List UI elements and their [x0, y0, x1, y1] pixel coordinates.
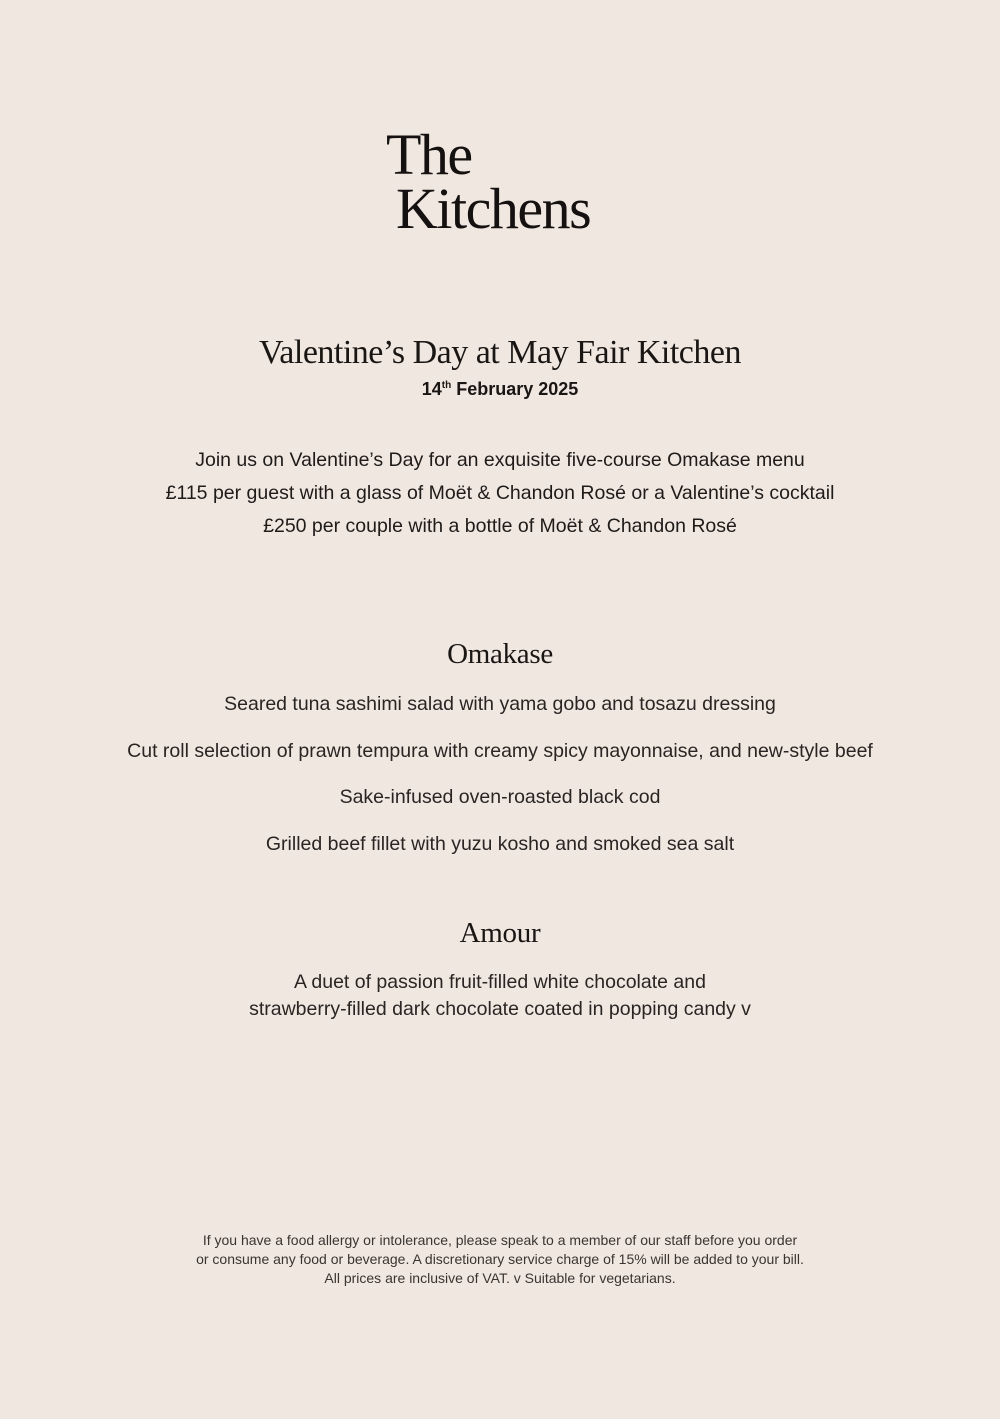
- intro-text: [0, 444, 1000, 543]
- allergy-service-footnote: [0, 1231, 1000, 1288]
- date-month-year: February 2025: [451, 379, 579, 399]
- footnote-line: If you have a food allergy or intolerance, please speak to a member of our staff before you order: [202, 1232, 798, 1248]
- footnote-line: or consume any food or beverage. A discretionary service charge of 15% will be added to your bill.: [196, 1251, 804, 1267]
- intro-line-per-guest-price: £115 per guest with a glass of Moët & Chandon Rosé or a Valentine’s cocktail: [165, 482, 835, 504]
- omakase-heading: Omakase: [447, 638, 553, 670]
- amour-dessert-description: [0, 969, 1000, 1023]
- dish-item: Cut roll selection of prawn tempura with creamy spicy mayonnaise, and new-style beef: [127, 739, 873, 762]
- dish-item: Sake-infused oven-roasted black cod: [339, 786, 661, 808]
- logo-line-the: The: [386, 122, 472, 187]
- date-day: 14: [421, 379, 442, 399]
- intro-line-invitation: Join us on Valentine’s Day for an exquisite five-course Omakase menu: [195, 449, 805, 471]
- logo-line-kitchens: Kitchens: [396, 176, 591, 241]
- dish-item: Seared tuna sashimi salad with yama gobo and tosazu dressing: [224, 693, 776, 715]
- brand-logo: [386, 122, 591, 241]
- event-title: Valentine’s Day at May Fair Kitchen: [259, 334, 741, 371]
- amour-heading: Amour: [459, 917, 541, 949]
- intro-line-per-couple-price: £250 per couple with a bottle of Moët & Chandon Rosé: [263, 515, 737, 537]
- event-date: [0, 379, 1000, 400]
- dessert-line: A duet of passion fruit-filled white chocolate and: [294, 971, 706, 993]
- footnote-line: All prices are inclusive of VAT. v Suitable for vegetarians.: [324, 1270, 676, 1286]
- dessert-line: strawberry-filled dark chocolate coated in popping candy v: [249, 998, 751, 1020]
- dish-item: Grilled beef fillet with yuzu kosho and smoked sea salt: [265, 832, 735, 855]
- omakase-dish-list: [0, 690, 1000, 876]
- date-ordinal-suffix: th: [441, 380, 452, 391]
